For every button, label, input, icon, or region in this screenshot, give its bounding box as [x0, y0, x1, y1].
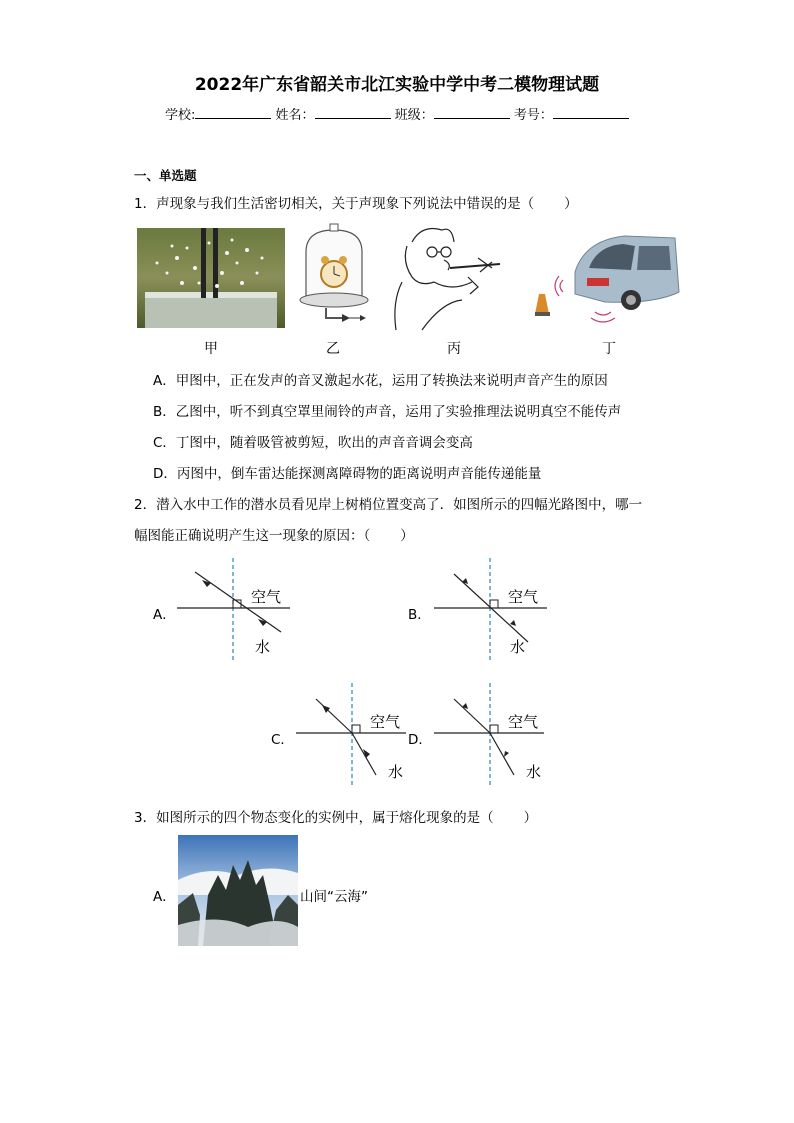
question-3-stem	[134, 806, 537, 826]
car-reverse-radar-image	[535, 232, 681, 328]
water-label: 水	[510, 638, 526, 656]
class-label: 班级：	[394, 108, 434, 123]
question-2-option-c-label[interactable]: C．	[271, 732, 294, 748]
air-label: 空气	[370, 713, 401, 731]
caption-bing: 丙	[447, 341, 461, 357]
question-2-stem-text: 幅图能正确说明产生这一现象的原因：（	[134, 528, 371, 544]
question-1-option-d[interactable]: D．丙图中，倒车雷达能探测离障碍物的距离说明声音能传递能量	[153, 466, 542, 482]
question-2-stem-close: ）	[400, 528, 414, 544]
class-blank[interactable]	[434, 106, 510, 119]
question-3-stem-text: 3．如图所示的四个物态变化的实例中，属于熔化现象的是（	[134, 810, 494, 826]
question-1-stem-close: ）	[564, 196, 578, 212]
tuning-fork-water-image	[137, 228, 285, 328]
water-label: 水	[526, 763, 542, 781]
question-2-diagram-a	[175, 558, 295, 664]
name-label: 姓名：	[275, 108, 315, 123]
question-3-stem-close: ）	[523, 810, 538, 826]
question-2-option-a-label[interactable]: A．	[153, 607, 176, 623]
caption-ding: 丁	[602, 341, 616, 357]
caption-jia: 甲	[204, 341, 218, 357]
name-blank[interactable]	[315, 106, 391, 119]
water-label: 水	[255, 638, 271, 656]
question-2-diagram-d	[432, 683, 546, 789]
air-label: 空气	[508, 588, 539, 606]
air-label: 空气	[251, 588, 282, 606]
water-label: 水	[388, 763, 404, 781]
page-title: 2022年广东省韶关市北江实验中学中考二模物理试题	[194, 75, 600, 95]
question-1-option-a[interactable]: A．甲图中，正在发声的音叉激起水花，运用了转换法来说明声音产生的原因	[153, 373, 608, 389]
question-2-stem-line-2	[134, 524, 414, 544]
question-1-option-c[interactable]: C．丁图中，随着吸管被剪短，吹出的声音音调会变高	[153, 435, 473, 451]
exam-no-blank[interactable]	[553, 106, 629, 119]
mountain-sea-of-clouds-image	[178, 835, 298, 946]
question-1-stem-text: 1．声现象与我们生活密切相关，关于声现象下列说法中错误的是（	[134, 196, 535, 212]
question-3-option-a-label[interactable]: A．	[153, 889, 176, 905]
question-2-stem-line-1: 2．潜入水中工作的潜水员看见岸上树梢位置变高了．如图所示的四幅光路图中，哪一	[134, 497, 643, 513]
question-2-diagram-c	[294, 683, 408, 789]
question-2-option-d-label[interactable]: D．	[408, 732, 432, 748]
bell-jar-image	[298, 222, 370, 332]
question-2-option-b-label[interactable]: B．	[408, 607, 431, 623]
exam-no-label: 考号：	[513, 108, 553, 123]
student-info-line	[165, 104, 629, 123]
question-2-diagram-b	[432, 558, 552, 664]
air-label: 空气	[508, 713, 539, 731]
question-3-option-a-caption: 山间“云海”	[300, 889, 368, 905]
school-blank[interactable]	[195, 106, 271, 119]
question-1-option-b[interactable]: B．乙图中，听不到真空罩里闹铃的声音，运用了实验推理法说明真空不能传声	[153, 404, 622, 420]
school-label: 学校:	[165, 108, 196, 123]
question-1-stem	[134, 192, 578, 212]
caption-yi: 乙	[326, 341, 340, 357]
section-heading: 一、单选题	[134, 168, 197, 183]
man-blowing-straw-image	[382, 222, 512, 332]
